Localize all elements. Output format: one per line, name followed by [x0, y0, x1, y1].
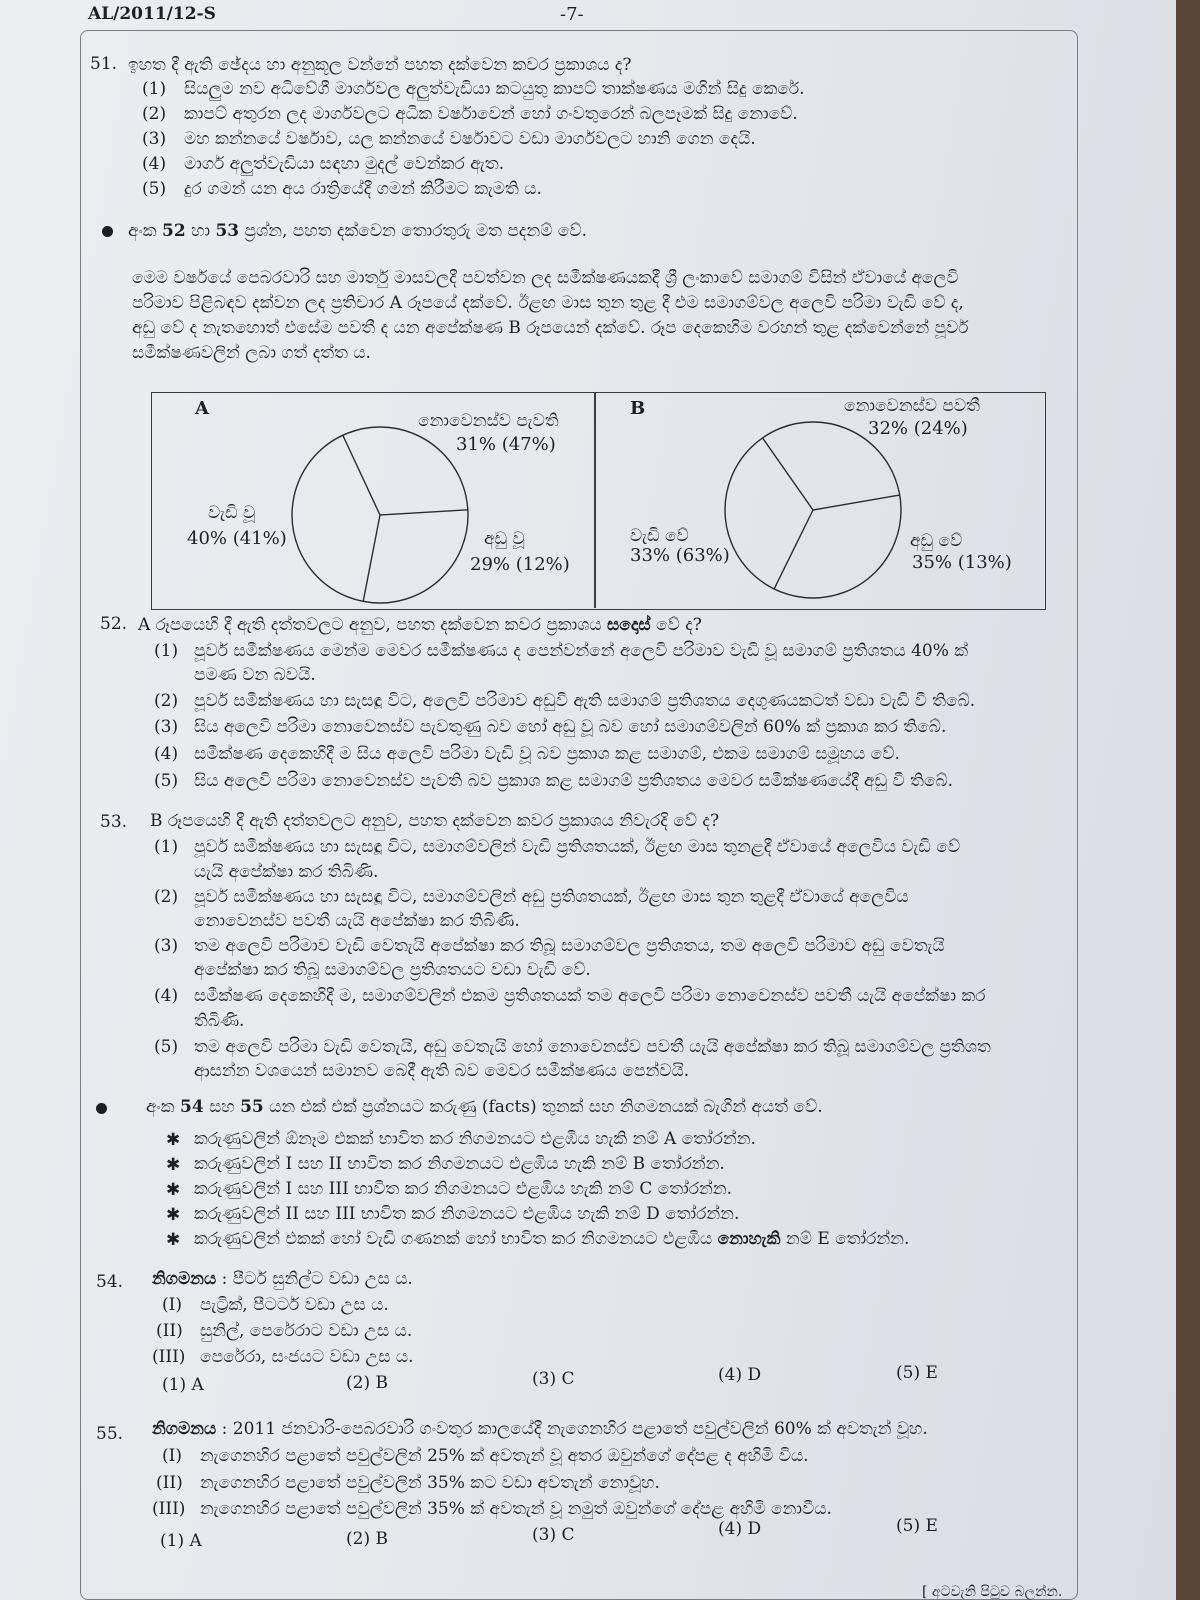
rule-b: කරුණුවලින් I සහ II භාවිත කර නිගමනයට එළඹිය හැකි නම් B තෝරන්න.: [194, 1154, 725, 1174]
q53-option-2-line-2[interactable]: නොවෙනස්ව පවතී යැයි අපේක්ෂා කර තිබිණි.: [194, 911, 520, 931]
q55-fact-3-num: (III): [152, 1499, 186, 1519]
q53-option-4-line-2[interactable]: තිබිණි.: [194, 1011, 245, 1031]
page-number: -7-: [560, 4, 584, 25]
q51-option-5[interactable]: දුර ගමන් යන අය රාත්‍රියේදී ගමන් කිරීමට කැමති ය.: [184, 179, 542, 199]
q53-number: 53.: [100, 812, 128, 832]
intro-54-55: අංක 54 සහ 55 යන එක් එක් ප්‍රශ්නයට කරුණු (facts) තුනක් සහ නිගමනයක් බැගින් අයත් වේ.: [146, 1097, 823, 1117]
q52-option-1-line-1[interactable]: පූර්ව සමීක්ෂණය මෙන්ම මෙවර සමීක්ෂණය ද පෙන්වන්නේ අලෙවි පරිමාව වැඩි වූ සමාගම් ප්‍රතිශතය 40% ක්: [194, 641, 969, 661]
continue-note: [ අටවැනි පිටුව බලන්න.: [922, 1584, 1063, 1600]
q53-option-3-num[interactable]: (3): [154, 936, 179, 956]
q54-fact-2-num: (II): [156, 1321, 183, 1341]
q55-answer-4[interactable]: (4) D: [718, 1519, 762, 1539]
q55-fact-2: නැගෙනහිර පළාතේ පවුල්වලින් 35% කට වඩා අවතැන් නොවූහ.: [200, 1473, 660, 1493]
rule-e: කරුණුවලින් එකක් හෝ වැඩි ගණනක් හෝ භාවිත කර නිගමනයට එළඹිය නොහැකි නම් E තෝරන්න.: [194, 1229, 910, 1249]
chart-a-unchanged-value: 31% (47%): [456, 434, 556, 455]
q52-option-1-num[interactable]: (1): [154, 641, 179, 661]
q55-answer-5[interactable]: (5) E: [896, 1516, 938, 1536]
q54-fact-3-num: (III): [152, 1347, 186, 1367]
q52-option-2-num[interactable]: (2): [154, 691, 179, 711]
chart-a-increased-value: 40% (41%): [187, 528, 287, 549]
q53-option-1-line-2[interactable]: යැයි අපේක්ෂා කර තිබිණි.: [194, 862, 379, 882]
q51-option-1-num[interactable]: (1): [142, 79, 167, 99]
q52-option-4[interactable]: සමීක්ෂණ දෙකෙහිදී ම සිය අලෙවි පරිමා වැඩි වූ බව ප්‍රකාශ කළ සමාගම්, එකම සමාගම් සමූහය වේ.: [194, 744, 900, 764]
q53-option-3-line-2[interactable]: අපේක්ෂා කර තිබූ සමාගම්වල ප්‍රතිශතයට වඩා වැඩි වේ.: [194, 960, 591, 980]
q54-fact-2: සුනිල්, පෙරේරාට වඩා උස ය.: [200, 1321, 413, 1341]
q54-answer-3[interactable]: (3) C: [532, 1369, 575, 1389]
q54-answer-4[interactable]: (4) D: [718, 1365, 762, 1385]
q53-option-5-num[interactable]: (5): [154, 1037, 179, 1057]
chart-b-decrease-label: අඩු වේ: [910, 531, 963, 551]
rule-c: කරුණුවලින් I සහ III භාවිත කර නිගමනයට එළඹිය හැකි නම් C තෝරන්න.: [194, 1179, 733, 1199]
q54-number: 54.: [96, 1272, 124, 1292]
q53-option-4-num[interactable]: (4): [154, 986, 179, 1006]
q52-option-5[interactable]: සිය අලෙවි පරිමා නොවෙනස්ව පැවති බව ප්‍රකාශ කළ සමාගම් ප්‍රතිශතය මෙවර සමීක්ෂණයේදී අඩු වී තිබේ.: [194, 771, 954, 791]
paper-code: AL/2011/12-S: [88, 4, 216, 24]
asterisk-icon: ✱: [166, 1130, 181, 1150]
q54-answer-5[interactable]: (5) E: [896, 1363, 938, 1383]
asterisk-icon: ✱: [166, 1230, 181, 1250]
bullet-icon: [96, 1103, 107, 1114]
chart-a-title: A: [195, 398, 209, 419]
rule-d: කරුණුවලින් II සහ III භාවිත කර නිගමනයට එළඹිය හැකි නම් D තෝරන්න.: [194, 1204, 740, 1224]
q54-answer-2[interactable]: (2) B: [346, 1373, 388, 1393]
q55-fact-1-num: (I): [162, 1446, 182, 1466]
q51-number: 51.: [90, 54, 118, 74]
q55-answer-2[interactable]: (2) B: [346, 1529, 388, 1549]
q52-option-3[interactable]: සිය අලෙවි පරිමා නොවෙනස්ව පැවතුණු බව හෝ අඩු වූ බව හෝ සමාගම්වලින් 60% ක් ප්‍රකාශ කර තිබේ.: [194, 717, 947, 737]
chart-b-increase-label: වැඩි වේ: [630, 526, 689, 546]
q52-option-4-num[interactable]: (4): [154, 744, 179, 764]
q54-answer-1[interactable]: (1) A: [162, 1375, 204, 1395]
bullet-icon: [102, 226, 113, 237]
q53-option-2-line-1[interactable]: පූර්ව සමීක්ෂණය හා සැසඳූ විට, සමාගම්වලින් අඩු ප්‍රතිශතයක්, ඊළඟ මාස තුන තුළදී ඒවායේ අලෙවිය: [194, 887, 909, 907]
asterisk-icon: ✱: [166, 1180, 181, 1200]
q53-option-2-num[interactable]: (2): [154, 887, 179, 907]
q52-stem: A රූපයෙහි දී ඇති දත්තවලට අනුව, පහත දක්වෙන කවර ප්‍රකාශය සදොස් වේ ද?: [138, 615, 702, 635]
q55-conclusion: නිගමනය : 2011 ජනවාරි-පෙබරවාරි ගංවතුර කාලයේදී නැගෙනහිර පළාතේ පවුල්වලින් 60% ක් අවතැන් වූහ.: [152, 1419, 928, 1439]
q53-option-1-line-1[interactable]: පූර්ව සමීක්ෂණය හා සැසඳූ විට, සමාගම්වලින් වැඩි ප්‍රතිශතයක්, ඊළඟ මාස තුනළදී ඒවායේ අලෙවිය වැඩි වේ: [194, 837, 961, 857]
asterisk-icon: ✱: [166, 1205, 181, 1225]
chart-a-increased-label: වැඩි වූ: [208, 503, 256, 523]
q52-number: 52.: [100, 614, 128, 634]
q51-option-3-num[interactable]: (3): [142, 129, 167, 149]
q51-option-2[interactable]: කාපට් අතුරන ලද මාර්ගවලට අධික වර්ෂාවෙන් හෝ ගංවතුරෙන් බලපෑමක් සිදු නොවේ.: [184, 104, 798, 124]
chart-b-title: B: [630, 398, 646, 419]
chart-a-decreased-value: 29% (12%): [470, 554, 570, 575]
chart-b-increase-value: 33% (63%): [630, 545, 730, 566]
q51-option-2-num[interactable]: (2): [142, 104, 167, 124]
q51-option-4-num[interactable]: (4): [142, 154, 167, 174]
q52-option-1-line-2[interactable]: පමණ වන බවයි.: [194, 665, 316, 685]
q53-option-4-line-1[interactable]: සමීක්ෂණ දෙකෙහිදී ම, සමාගම්වලින් එකම ප්‍රතිශතයක් තම අලෙවි පරිමා නොවෙනස්ව පවතී යැයි අපේක්ෂා කර: [194, 986, 986, 1006]
intro-para-line-4: සමීක්ෂණවලින් ලබා ගත් දත්ත ය.: [132, 343, 371, 363]
q51-stem: ඉහත දී ඇති ඡේදය හා අනුකූල වන්නේ පහත දක්වෙන කවර ප්‍රකාශය ද?: [128, 55, 632, 75]
chart-b-decrease-value: 35% (13%): [912, 552, 1012, 573]
q51-option-1[interactable]: සියලුම නව අධිවේගී මාර්ගවල අලුත්වැඩියා කටයුතු කාපට් තාක්ෂණය මගින් සිදු කෙරේ.: [184, 79, 805, 99]
q55-answer-1[interactable]: (1) A: [160, 1531, 202, 1551]
q54-fact-3: පෙරේරා, සංජයට වඩා උස ය.: [200, 1347, 414, 1367]
rule-a: කරුණුවලින් ඕනෑම එකක් භාවිත කර නිගමනයට එළඹිය හැකි නම් A තෝරන්න.: [194, 1129, 756, 1149]
intro-para-line-3: අඩු වේ ද නැතහොත් එසේම පවතී ද යන අපේක්ෂණ B රූපයෙන් දක්වේ. රූප දෙකෙහිම වරහන් තුළ දක්වෙන්නේ පූර්ව: [132, 318, 969, 338]
q52-option-3-num[interactable]: (3): [154, 717, 179, 737]
intro-para-line-1: මෙම වර්ෂයේ පෙබරවාරි සහ මාර්තු මාසවලදී පවත්වන ලද සමීක්ෂණයකදී ශ්‍රී ලංකාවේ සමාගම් විසින් ඒවායේ අලෙවි: [132, 268, 959, 288]
q53-option-5-line-2[interactable]: ආසන්න වශයෙන් සමානව බෙදී ඇති බව මෙවර සමීක්ෂණය පෙන්වයි.: [194, 1061, 690, 1081]
q51-option-3[interactable]: මහ කන්නයේ වර්ෂාව, යල කන්නයේ වර්ෂාවට වඩා මාර්ගවලට හානි ගෙන දෙයි.: [184, 129, 756, 149]
q53-option-5-line-1[interactable]: තම අලෙවි පරිමා වැඩි වෙතැයි, අඩු වෙතැයි හෝ නොවෙනස්ව පවතී යැයි අපේක්ෂා කර තිබූ සමාගම්වල ප්‍රතිශත: [194, 1037, 991, 1057]
chart-a-decreased-label: අඩු වූ: [484, 529, 525, 549]
q53-stem: B රූපයෙහි දී ඇති දත්තවලට අනුව, පහත දක්වෙන කවර ප්‍රකාශය නිවැරදි වේ ද?: [150, 811, 720, 831]
q55-answer-3[interactable]: (3) C: [532, 1525, 575, 1545]
q52-option-2[interactable]: පූර්ව සමීක්ෂණය හා සැසඳූ විට, අලෙවි පරිමාව අඩුවී ඇති සමාගම් ප්‍රතිශතය දෙගුණයකටත් වඩා වැඩි වී තිබේ.: [194, 691, 976, 711]
chart-divider: [594, 392, 596, 608]
chart-b-unchanged-value: 32% (24%): [868, 418, 968, 439]
q54-fact-1: පැට්‍රික්, පීටර්ට වඩා උස ය.: [200, 1295, 389, 1315]
q53-option-3-line-1[interactable]: තම අලෙවි පරිමාව වැඩි වෙතැයි අපේක්ෂා කර තිබූ සමාගම්වල ප්‍රතිශතය, තම අලෙවි පරිමාව අඩු වෙතැයි: [194, 936, 945, 956]
q54-fact-1-num: (I): [162, 1295, 182, 1315]
q53-option-1-num[interactable]: (1): [154, 837, 179, 857]
q51-option-4[interactable]: මාර්ග අලුත්වැඩියා සඳහා මුදල් වෙන්කර ඇත.: [184, 154, 505, 174]
q55-fact-1: නැගෙනහිර පළාතේ පවුල්වලින් 25% ක් අවතැන් වූ අතර ඔවුන්ගේ දේපළ ද අහිමි විය.: [200, 1446, 809, 1466]
q52-option-5-num[interactable]: (5): [154, 771, 179, 791]
q55-number: 55.: [96, 1424, 124, 1444]
q51-option-5-num[interactable]: (5): [142, 179, 167, 199]
asterisk-icon: ✱: [166, 1155, 181, 1175]
chart-a-unchanged-label: නොවෙනස්ව පැවති: [418, 411, 559, 431]
q55-fact-3: නැගෙනහිර පළාතේ පවුල්වලින් 35% ක් අවතැන් වූ නමුත් ඔවුන්ගේ දේපළ අහිමි නොවීය.: [200, 1499, 832, 1519]
q55-fact-2-num: (II): [156, 1473, 183, 1493]
intro-52-53: අංක 52 හා 53 ප්‍රශ්න, පහත දක්වෙන තොරතුරු මත පදනම් වේ.: [128, 221, 588, 241]
q54-conclusion: නිගමනය : පීටර් සුනිල්ට වඩා උස ය.: [152, 1269, 413, 1289]
chart-b-unchanged-label: නොවෙනස්ව පවතී: [844, 396, 980, 416]
intro-para-line-2: පරිමාව පිළිබඳව දක්වන ලද ප්‍රතිචාර A රූපයේ දක්වේ. ඊළඟ මාස තුන තුළ දී එම සමාගම්වල අලෙවි පරිමා වැඩි වේ ද,: [132, 293, 964, 313]
